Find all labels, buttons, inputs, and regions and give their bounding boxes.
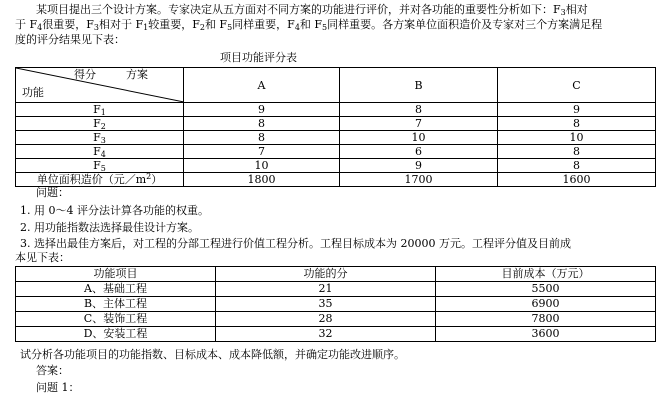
score-cell: 9	[498, 103, 656, 117]
table-row	[16, 327, 656, 342]
score-cell: 10	[340, 131, 498, 145]
subscript: 5	[100, 164, 106, 173]
header-function-item: 功能项目	[16, 267, 216, 282]
subscript: 5	[227, 23, 233, 32]
question-3: 3. 选择出最佳方案后，对工程的分部工程进行价值工程分析。工程目标成本为 20000 万元。工程评分值及目前成	[20, 237, 571, 250]
current-cost-cell: 6900	[436, 297, 656, 312]
table-row	[16, 297, 656, 312]
function-score-cell: 21	[216, 282, 436, 297]
intro-text: 相对	[565, 3, 588, 16]
question-2: 2. 用功能指数法选择最佳设计方案。	[20, 221, 199, 234]
current-cost-cell: 7800	[436, 312, 656, 327]
subscript: 3	[100, 136, 106, 145]
table-row	[16, 145, 656, 159]
subscript: 4	[294, 23, 300, 32]
intro-line-2	[15, 18, 602, 32]
function-letter: F	[93, 103, 101, 116]
score-cell: 9	[184, 103, 340, 117]
function-letter: F	[93, 159, 101, 172]
function-score-cell: 35	[216, 297, 436, 312]
intro-text: 很重要，F	[42, 18, 94, 31]
question-1: 1. 用 0～4 评分法计算各功能的权重。	[20, 204, 209, 217]
intro-text: 较重要，F	[148, 18, 200, 31]
function-item-cell: B、主体工程	[16, 297, 216, 312]
task-text: 试分析各功能项目的功能指数、目标成本、成本降低额，并确定功能改进顺序。	[20, 348, 405, 361]
row-label	[16, 131, 184, 145]
intro-text: 某项目提出三个设计方案。专家决定从五方面对不同方案的功能进行评价，并对各功能的重要性分析如下：F	[36, 3, 561, 16]
subscript: 4	[37, 23, 43, 32]
score-cell: 8	[498, 117, 656, 131]
score-cell: 10	[498, 131, 656, 145]
score-cell: 8	[184, 131, 340, 145]
current-cost-cell: 5500	[436, 282, 656, 297]
table-header-row	[16, 267, 656, 282]
score-cell: 6	[340, 145, 498, 159]
table-row	[16, 173, 656, 187]
corner-scheme-label: 方案	[126, 68, 148, 81]
column-header-b: B	[340, 68, 498, 103]
table1-corner-cell	[16, 68, 184, 103]
function-score-cell: 28	[216, 312, 436, 327]
function-item-cell: D、安装工程	[16, 327, 216, 342]
function-letter: F	[93, 131, 101, 144]
subscript: 2	[100, 122, 106, 131]
subscript: 2	[199, 23, 205, 32]
function-score-cell: 32	[216, 327, 436, 342]
answer-label: 答案：	[36, 364, 69, 377]
table-row	[16, 159, 656, 173]
score-cell: 10	[184, 159, 340, 173]
function-score-table	[15, 67, 656, 187]
intro-line-1	[36, 3, 588, 17]
row-label	[16, 159, 184, 173]
table-row	[16, 282, 656, 297]
header-function-score: 功能的分	[216, 267, 436, 282]
intro-text: 和 F	[299, 18, 323, 31]
function-letter: F	[93, 117, 101, 130]
intro-text: 于 F	[15, 18, 38, 31]
corner-score-label: 得分	[74, 68, 96, 81]
table-row	[16, 312, 656, 327]
cost-cell: 1600	[498, 173, 656, 187]
table-row	[16, 117, 656, 131]
cost-label	[16, 173, 184, 187]
subscript: 3	[93, 23, 99, 32]
superscript: 2	[146, 172, 152, 181]
score-cell: 8	[340, 103, 498, 117]
score-cell: 8	[184, 117, 340, 131]
cost-label-text: 单位面积造价（元／m	[36, 173, 147, 186]
current-cost-cell: 3600	[436, 327, 656, 342]
score-cell: 8	[498, 145, 656, 159]
score-cell: 7	[340, 117, 498, 131]
cost-cell: 1800	[184, 173, 340, 187]
subscript: 1	[100, 108, 106, 117]
column-header-c: C	[498, 68, 656, 103]
score-cell: 8	[498, 159, 656, 173]
cost-analysis-table	[15, 266, 656, 342]
function-item-cell: C、装饰工程	[16, 312, 216, 327]
questions-heading: 问题：	[36, 186, 69, 199]
subscript: 4	[100, 150, 106, 159]
subscript: 1	[143, 23, 149, 32]
intro-text: 同样重要，F	[232, 18, 295, 31]
function-letter: F	[93, 145, 101, 158]
header-current-cost: 目前成本（万元）	[436, 267, 656, 282]
row-label	[16, 145, 184, 159]
subscript: 5	[322, 23, 328, 32]
score-cell: 9	[340, 159, 498, 173]
question-3-continued: 本见下表：	[15, 251, 70, 264]
corner-function-label: 功能	[22, 86, 44, 99]
score-cell: 7	[184, 145, 340, 159]
cost-cell: 1700	[340, 173, 498, 187]
intro-text: 和 F	[204, 18, 228, 31]
table-row	[16, 103, 656, 117]
intro-line-3: 度的评分结果见下表：	[15, 33, 125, 46]
table-row	[16, 131, 656, 145]
problem-1-label: 问题 1：	[36, 381, 80, 394]
row-label	[16, 117, 184, 131]
function-item-cell: A、基础工程	[16, 282, 216, 297]
cost-label-text: ）	[151, 173, 163, 186]
column-header-a: A	[184, 68, 340, 103]
subscript: 3	[560, 8, 566, 17]
intro-text: 相对于 F	[98, 18, 144, 31]
table1-caption: 项目功能评分表	[220, 51, 297, 64]
intro-text: 同样重要。各方案单位面积造价及专家对三个方案满足程	[327, 18, 603, 31]
row-label	[16, 103, 184, 117]
